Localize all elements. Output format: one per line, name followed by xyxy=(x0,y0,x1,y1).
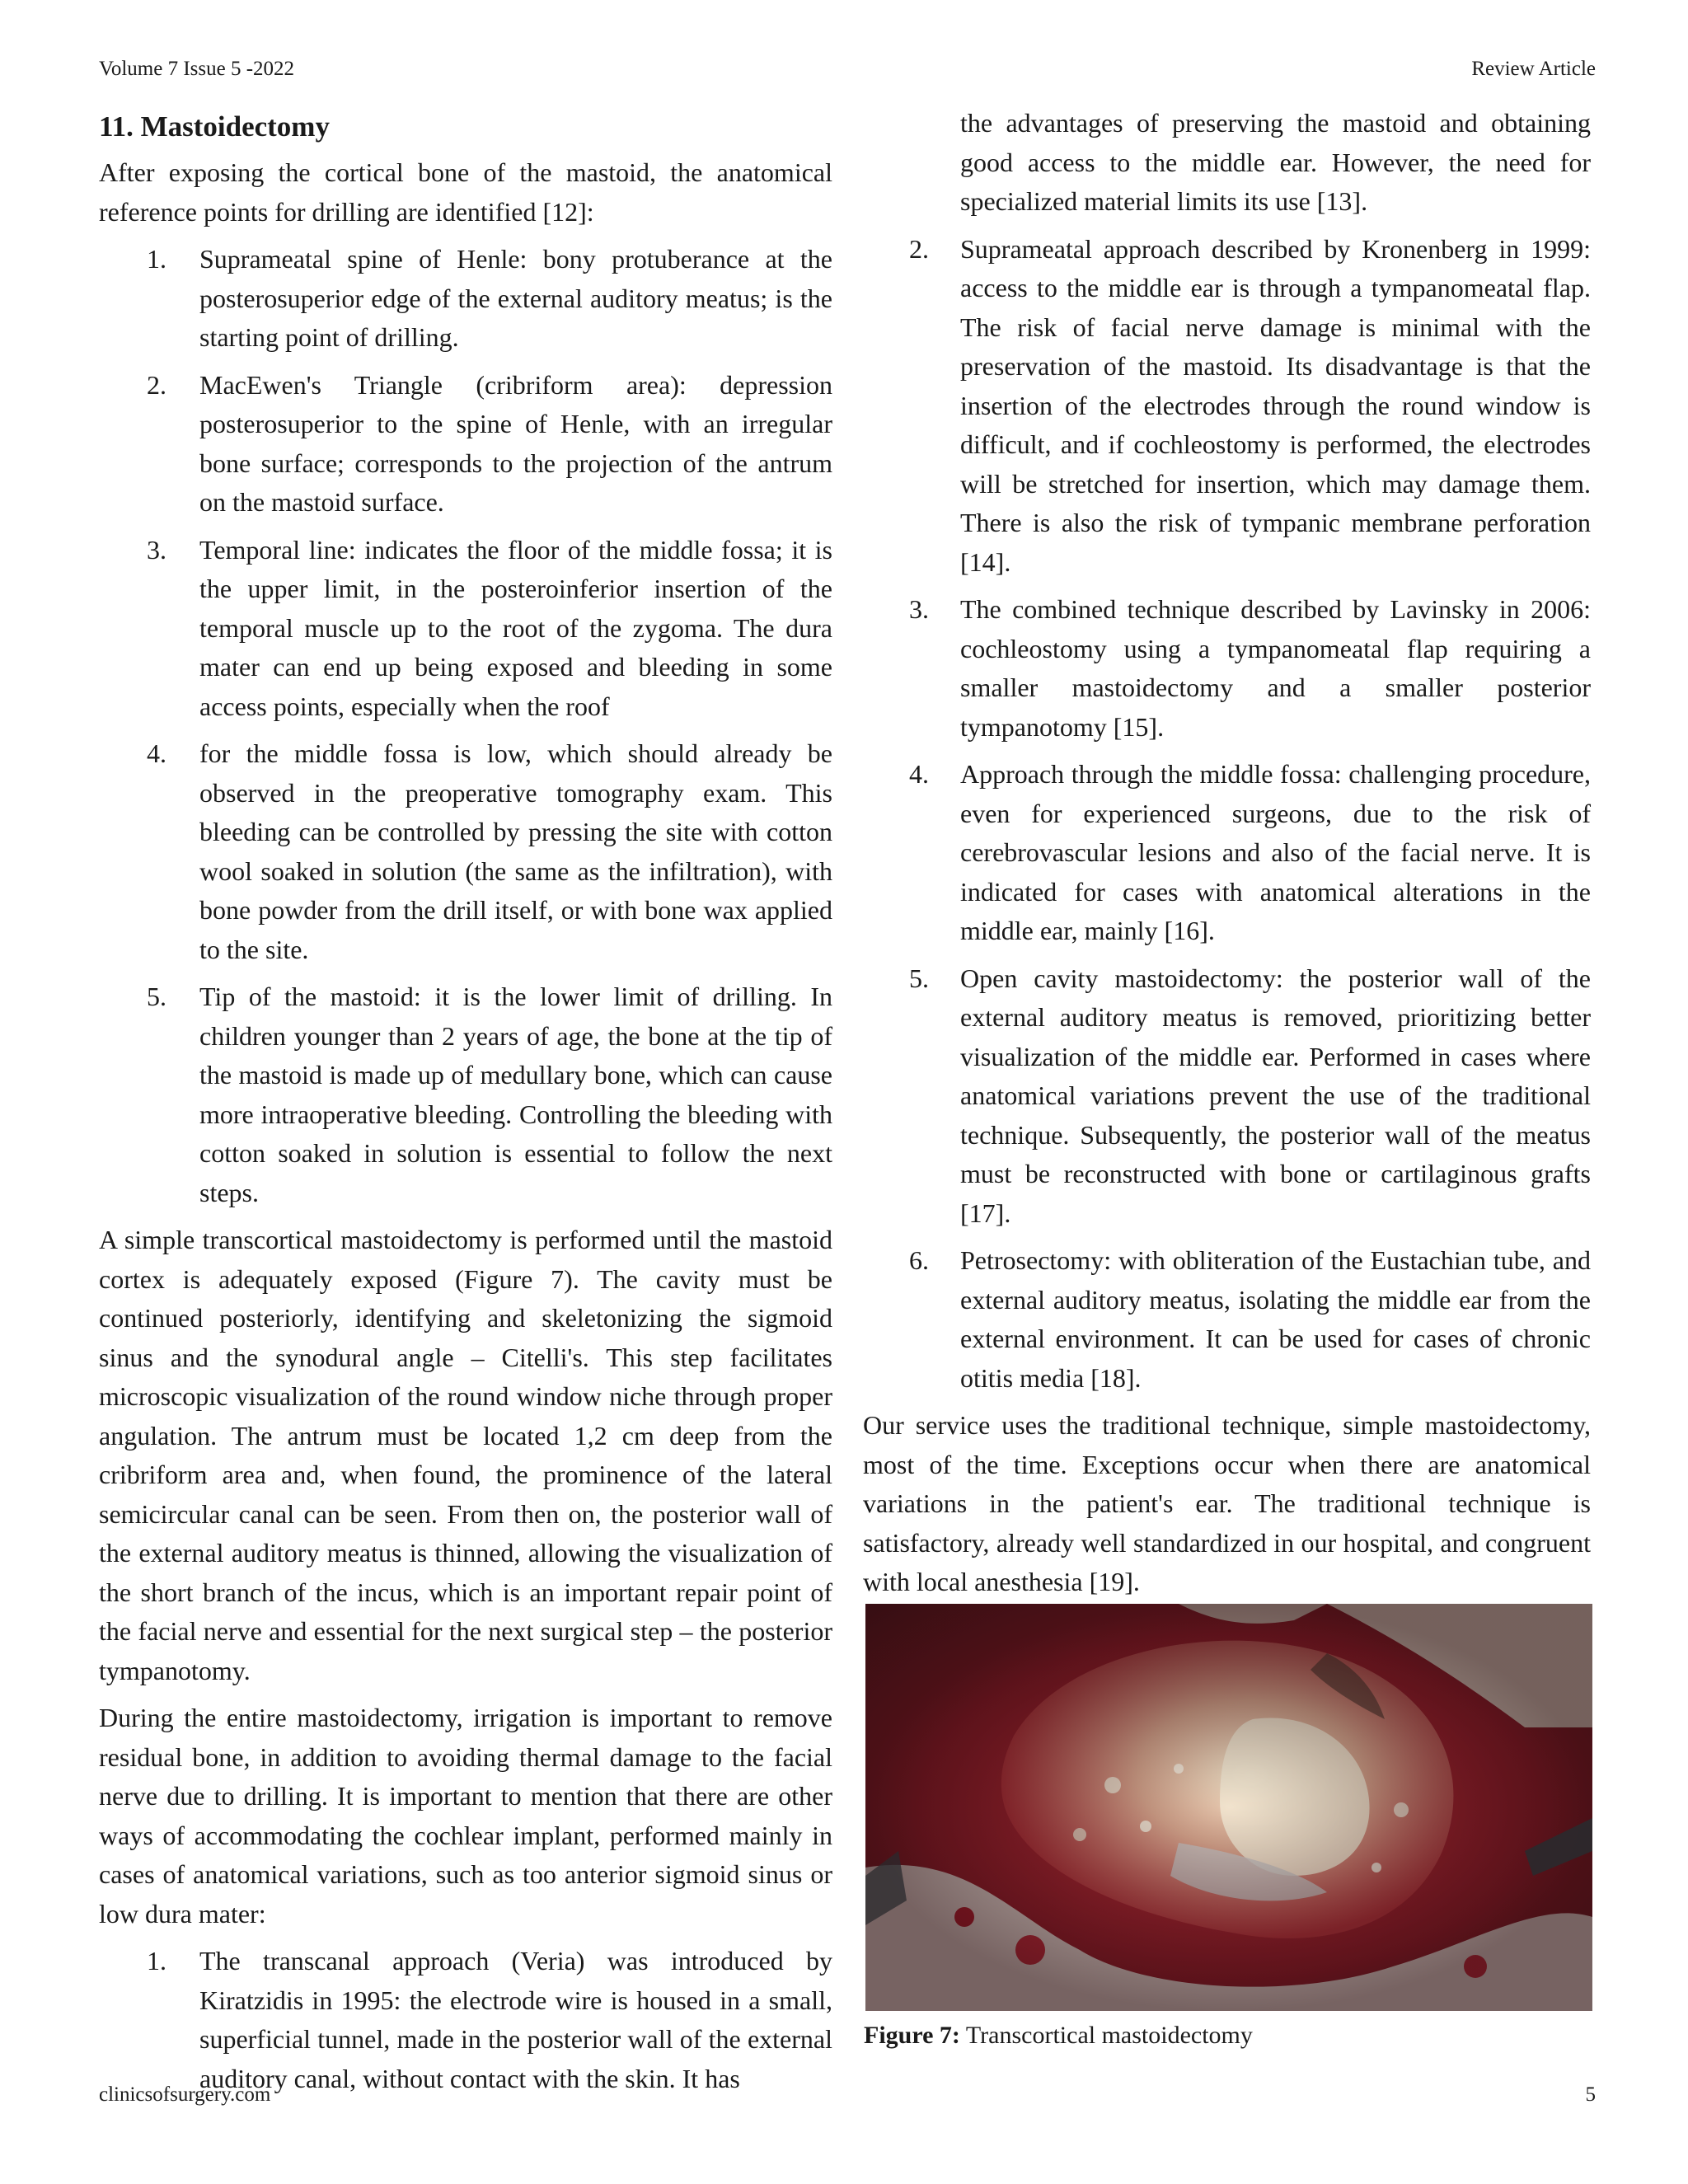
right-column xyxy=(863,104,1591,1610)
list-text: MacEwen's Triangle (cribriform area): depression posterosuperior to the spine of Henle, with an irregular bone surface; corresponds to the projection of the antrum on the mastoid surface. xyxy=(199,369,832,517)
approaches-list-start xyxy=(99,1942,832,2098)
simple-mastoidectomy-paragraph: A simple transcortical mastoidectomy is performed until the mastoid cortex is adequately exposed (Figure 7). The cavity must be continued posteriorly, identifying and skeletonizing the sigmoid sinus and the synodural angle – Citelli's. This step facilitates microscopic visualization of the round window niche through proper angulation. The antrum must be located 1,2 cm deep from the cribriform area and, when found, the prominence of the lateral semicircular canal can be seen. From then on, the posterior wall of the external auditory meatus is thinned, allowing the visualization of the short branch of the incus, which is an important repair point of the facial nerve and essential for the next surgical step – the posterior tympanotomy. xyxy=(99,1225,832,1685)
list-text: Suprameatal spine of Henle: bony protuberance at the posterosuperior edge of the external auditory meatus; is the starting point of drilling. xyxy=(199,244,832,352)
list-item xyxy=(863,755,1591,951)
landmarks-list xyxy=(99,240,832,1212)
figure-caption-text: Transcortical mastoidectomy xyxy=(965,2022,1253,2049)
list-number: 1. xyxy=(147,244,166,274)
intro-paragraph: After exposing the cortical bone of the mastoid, the anatomical reference points for drilling are identified [12]: xyxy=(99,157,832,227)
list-item xyxy=(99,734,832,969)
list-number: 3. xyxy=(147,534,166,565)
list-text: Temporal line: indicates the floor of the middle fossa; it is the upper limit, in the posteroinferior insertion of the temporal muscle up to the root of the zygoma. The dura mater can end up being exposed and bleeding in some access points, especially when the roof xyxy=(199,534,832,721)
list-item xyxy=(99,531,832,727)
figure-label: Figure 7: xyxy=(864,2022,960,2049)
list-text: for the middle fossa is low, which should already be observed in the preoperative tomography exam. This bleeding can be controlled by pressing the site with cotton wool soaked in solution (the same as the infiltration), with bone powder from the drill itself, or with bone wax applied to the site. xyxy=(199,738,832,964)
left-column xyxy=(99,105,832,2107)
irrigation-paragraph: During the entire mastoidectomy, irrigation is important to remove residual bone, in addition to avoiding thermal damage to the facial nerve due to drilling. It is important to mention that there are other ways of accommodating the cochlear implant, performed mainly in cases of anatomical variations, such as too anterior sigmoid sinus or low dura mater: xyxy=(99,1703,832,1929)
list-text: The transcanal approach (Veria) was introduced by Kiratzidis in 1995: the electrode wire is housed in a small, superficial tunnel, made in the posterior wall of the external auditory canal, without contact with the skin. It has xyxy=(199,1946,832,2093)
article-type: Review Article xyxy=(1471,58,1596,80)
list-item xyxy=(99,1942,832,2098)
list-number: 4. xyxy=(909,759,929,789)
running-header xyxy=(99,58,1596,81)
journal-site: clinicsofsurgery.com xyxy=(99,2083,271,2106)
running-footer xyxy=(99,2083,1596,2107)
list-item xyxy=(99,977,832,1212)
list-text: Approach through the middle fossa: challenging procedure, even for experienced surgeons, due to the risk of cerebrovascular lesions and also of the facial nerve. It is indicated for cases with anatomical alterations in the middle ear, mainly [16]. xyxy=(960,759,1591,945)
list-number: 5. xyxy=(909,963,929,993)
list-number: 6. xyxy=(909,1245,929,1275)
page-number: 5 xyxy=(1585,2083,1596,2106)
list-text: Open cavity mastoidectomy: the posterior wall of the external auditory meatus is removed, prioritizing better visualization of the middle ear. Performed in cases where anatomical variations prevent the use of the traditional technique. Subsequently, the posterior wall of the meatus must be reconstructed with bone or cartilaginous grafts [17]. xyxy=(960,963,1591,1228)
list-item xyxy=(99,366,832,523)
list-number: 2. xyxy=(909,233,929,264)
surgical-photo xyxy=(865,1604,1592,2011)
list-text: Petrosectomy: with obliteration of the Eustachian tube, and external auditory meatus, isolating the middle ear from the external environment. It can be used for cases of chronic otitis media [18]. xyxy=(960,1245,1591,1393)
list-item xyxy=(863,1241,1591,1398)
mastoid-photo-illustration xyxy=(865,1604,1592,2011)
list-item xyxy=(99,240,832,358)
list-text: Tip of the mastoid: it is the lower limit of drilling. In children younger than 2 years of age, the bone at the tip of the mastoid is made up of medullary bone, which can cause more intraoperative bleeding. Controlling the bleeding with cotton soaked in solution is essential to follow the next steps. xyxy=(199,982,832,1207)
figure-caption xyxy=(864,2022,1253,2050)
list-number: 4. xyxy=(147,738,166,768)
volume-issue: Volume 7 Issue 5 -2022 xyxy=(99,58,295,80)
list-item xyxy=(863,959,1591,1234)
list-text: Suprameatal approach described by Kronenberg in 1999: access to the middle ear is through a tympanomeatal flap. The risk of facial nerve damage is minimal with the preservation of the mastoid. Its disadvantage is that the insertion of the electrodes through the round window is difficult, and if cochleostomy is performed, the electrodes will be stretched for insertion, which may damage them. There is also the risk of tympanic membrane perforation [14]. xyxy=(960,233,1591,577)
service-paragraph: Our service uses the traditional technique, simple mastoidectomy, most of the time. Exceptions occur when there are anatomical variations in the patient's ear. The traditional technique is satisfactory, already well standardized in our hospital, and congruent with local anesthesia [19]. xyxy=(863,1410,1591,1596)
approaches-list xyxy=(863,230,1591,1399)
list-text: The combined technique described by Lavinsky in 2006: cochleostomy using a tympanomeatal flap requiring a smaller mastoidectomy and a smaller posterior tympanotomy [15]. xyxy=(960,594,1591,742)
list-item xyxy=(863,590,1591,747)
list-number: 1. xyxy=(147,1946,166,1975)
list-number: 2. xyxy=(147,369,166,400)
list-item-continued: the advantages of preserving the mastoid and obtaining good access to the middle ear. However, the need for specialized material limits its use [13]. xyxy=(960,108,1591,216)
list-number: 5. xyxy=(147,982,166,1011)
section-heading: 11. Mastoidectomy xyxy=(99,110,330,143)
list-number: 3. xyxy=(909,594,929,624)
list-item xyxy=(863,230,1591,583)
